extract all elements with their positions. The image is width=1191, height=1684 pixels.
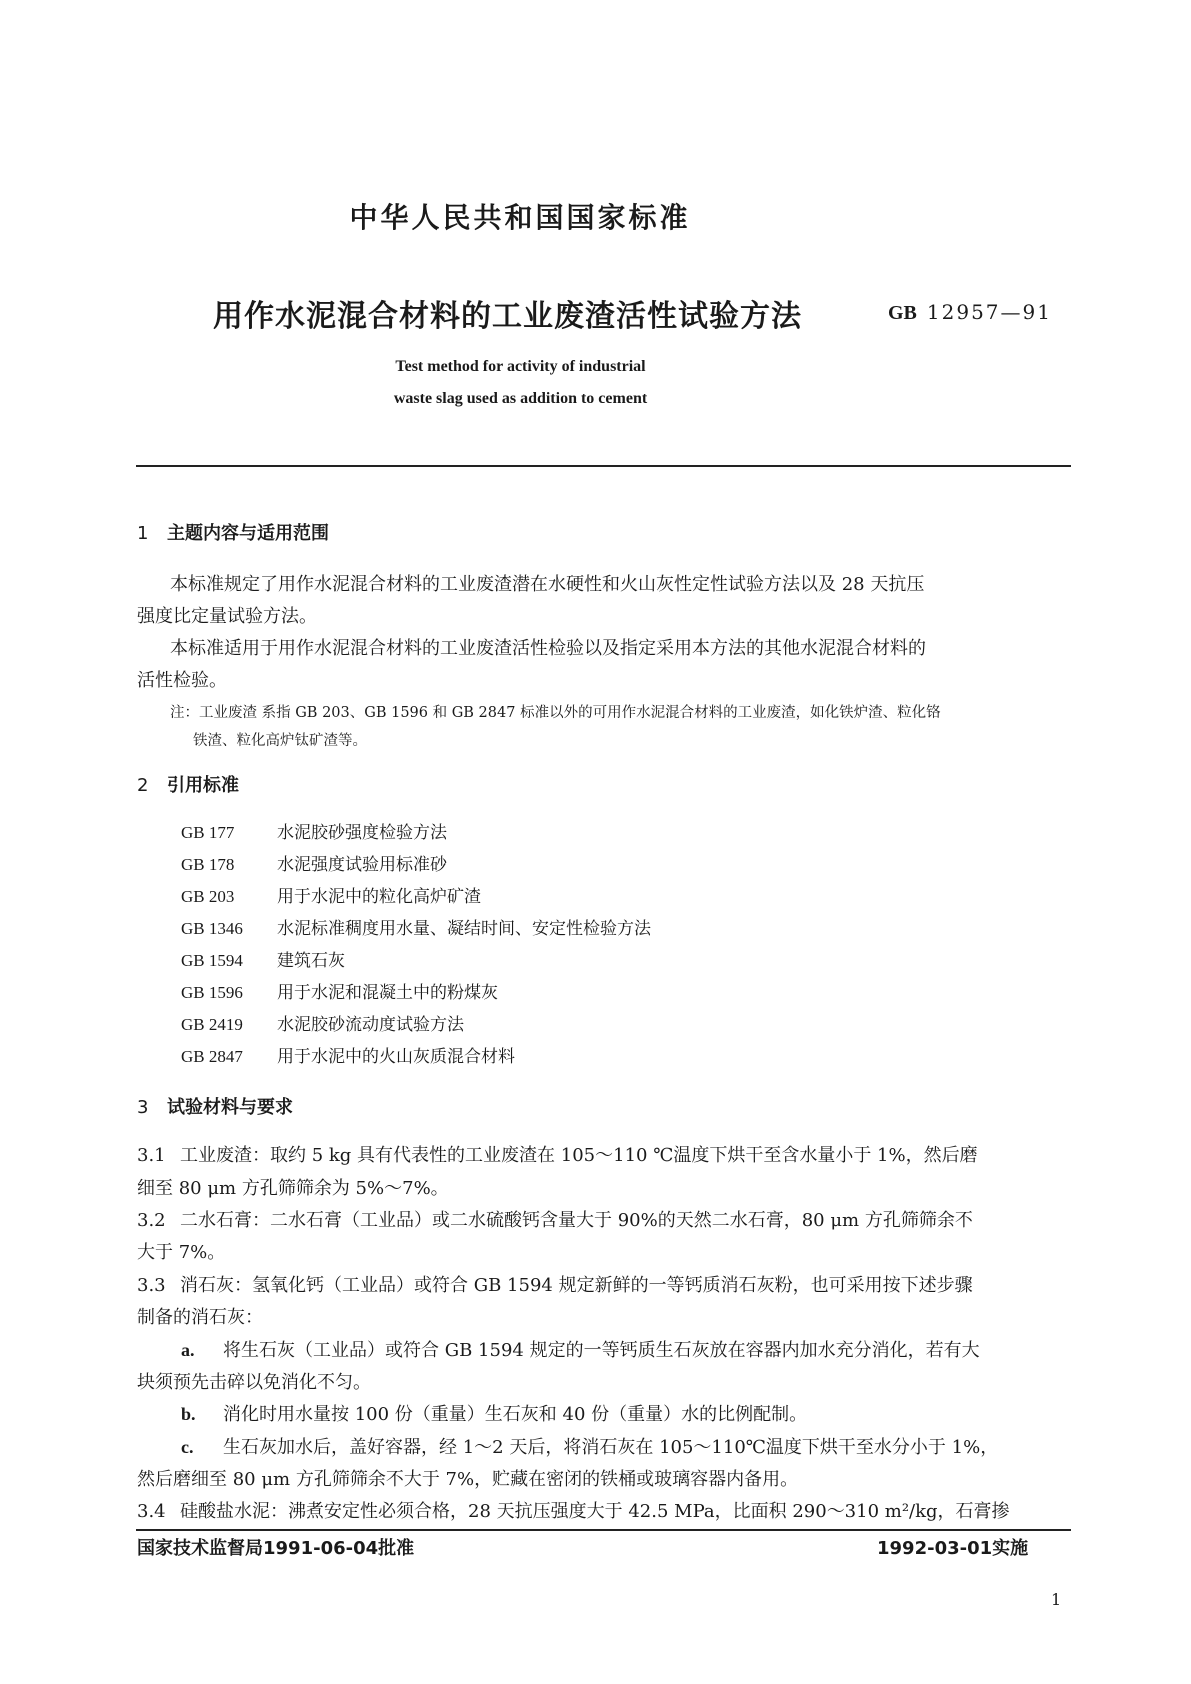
footer-divider [136, 1529, 1071, 1531]
reference-name: 水泥胶砂强度检验方法 [277, 823, 447, 843]
sub-item-a-line-1 [181, 1336, 980, 1362]
national-standard-header: 中华人民共和国国家标准 [349, 201, 691, 234]
sub-item-label: c. [181, 1437, 194, 1457]
reference-code: GB 1596 [181, 983, 243, 1002]
item-number: 3.3 [137, 1275, 166, 1296]
item-number: 3.1 [137, 1145, 166, 1166]
item-3-2-line-2: 大于 7%。 [137, 1242, 226, 1263]
reference-name: 用于水泥和混凝土中的粉煤灰 [277, 983, 498, 1003]
reference-name: 用于水泥中的火山灰质混合材料 [277, 1047, 515, 1067]
section-2-heading [137, 771, 239, 797]
section-number: 2 [137, 775, 149, 796]
item-3-3-line-1 [137, 1271, 973, 1297]
section-3-heading [137, 1093, 293, 1119]
reference-item [181, 946, 345, 971]
reference-code: GB 1594 [181, 951, 243, 970]
sub-item-a-line-2: 块须预先击碎以免消化不匀。 [137, 1372, 371, 1393]
item-3-1-line-2: 细至 80 μm 方孔筛筛余为 5%～7%。 [137, 1178, 449, 1199]
reference-item [181, 978, 498, 1003]
reference-code: GB 178 [181, 855, 235, 874]
section-1-paragraph-2-line-2: 活性检验。 [137, 670, 227, 691]
page-number: 1 [1051, 1590, 1062, 1609]
item-3-2-line-1 [137, 1206, 973, 1232]
reference-name: 水泥标准稠度用水量、凝结时间、安定性检验方法 [277, 919, 651, 939]
item-text: 消石灰：氢氧化钙（工业品）或符合 GB 1594 规定新鲜的一等钙质消石灰粉，也可采用按下述步骤 [180, 1275, 973, 1296]
reference-item [181, 1010, 464, 1035]
standard-code [888, 300, 1052, 325]
section-1-note-line-2: 铁渣、粒化高炉钛矿渣等。 [193, 733, 367, 749]
reference-name: 水泥胶砂流动度试验方法 [277, 1015, 464, 1035]
reference-code: GB 2419 [181, 1015, 243, 1034]
section-title: 主题内容与适用范围 [167, 523, 329, 544]
sub-item-c-line-2: 然后磨细至 80 μm 方孔筛筛余不大于 7%，贮藏在密闭的铁桶或玻璃容器内备用。 [137, 1469, 799, 1490]
sub-item-text: 生石灰加水后，盖好容器，经 1～2 天后，将消石灰在 105～110℃温度下烘干至水分小于 1%， [223, 1437, 999, 1458]
reference-code: GB 2847 [181, 1047, 243, 1066]
item-number: 3.2 [137, 1210, 166, 1231]
reference-name: 用于水泥中的粒化高炉矿渣 [277, 887, 481, 907]
effective-date: 1992-03-01实施 [877, 1538, 1029, 1559]
section-number: 3 [137, 1097, 149, 1118]
reference-item [181, 1042, 515, 1067]
item-3-1-line-1 [137, 1141, 978, 1167]
document-title-en-line2: waste slag used as addition to cement [393, 390, 648, 407]
reference-name: 建筑石灰 [277, 951, 345, 971]
reference-item [181, 818, 447, 843]
item-3-4-line-1 [137, 1497, 1010, 1523]
reference-code: GB 1346 [181, 919, 243, 938]
reference-code: GB 177 [181, 823, 235, 842]
reference-item [181, 914, 651, 939]
section-1-heading [137, 519, 329, 545]
item-3-3-line-2: 制备的消石灰： [137, 1307, 263, 1328]
sub-item-b-line-1 [181, 1400, 807, 1426]
document-title-en-line1: Test method for activity of industrial [395, 358, 646, 375]
reference-item [181, 850, 447, 875]
sub-item-text: 消化时用水量按 100 份（重量）生石灰和 40 份（重量）水的比例配制。 [223, 1404, 808, 1425]
section-title: 引用标准 [167, 775, 239, 796]
standard-number: 12957—91 [926, 300, 1052, 324]
section-1-note-line-1: 注：工业废渣 系指 GB 203、GB 1596 和 GB 2847 标准以外的可用作水泥混合材料的工业废渣，如化铁炉渣、粒化铬 [170, 705, 941, 721]
reference-name: 水泥强度试验用标准砂 [277, 855, 447, 875]
item-text: 工业废渣：取约 5 kg 具有代表性的工业废渣在 105～110 ℃温度下烘干至含水量小于 1%，然后磨 [180, 1145, 978, 1166]
section-title: 试验材料与要求 [167, 1097, 293, 1118]
approval-date: 国家技术监督局1991-06-04批准 [137, 1538, 415, 1559]
item-text: 二水石膏：二水石膏（工业品）或二水硫酸钙含量大于 90%的天然二水石膏，80 μm 方孔筛筛余不 [180, 1210, 973, 1231]
item-number: 3.4 [137, 1501, 166, 1522]
sub-item-text: 将生石灰（工业品）或符合 GB 1594 规定的一等钙质生石灰放在容器内加水充分消化，若有大 [223, 1340, 980, 1361]
sub-item-label: a. [181, 1340, 195, 1360]
section-1-paragraph-2-line-1: 本标准适用于用作水泥混合材料的工业废渣活性检验以及指定采用本方法的其他水泥混合材料的 [170, 638, 926, 659]
title-divider [136, 465, 1071, 467]
section-number: 1 [137, 523, 149, 544]
sub-item-label: b. [181, 1404, 196, 1424]
standard-prefix: GB [888, 302, 917, 324]
reference-item [181, 882, 481, 907]
section-1-paragraph-1-line-2: 强度比定量试验方法。 [137, 606, 317, 627]
section-1-paragraph-1-line-1: 本标准规定了用作水泥混合材料的工业废渣潜在水硬性和火山灰性定性试验方法以及 28 天抗压 [170, 574, 925, 595]
item-text: 硅酸盐水泥：沸煮安定性必须合格，28 天抗压强度大于 42.5 MPa，比面积 290～310 m²/kg，石膏掺 [180, 1501, 1010, 1522]
reference-code: GB 203 [181, 887, 235, 906]
document-title-zh: 用作水泥混合材料的工业废渣活性试验方法 [213, 299, 802, 334]
sub-item-c-line-1 [181, 1433, 998, 1459]
